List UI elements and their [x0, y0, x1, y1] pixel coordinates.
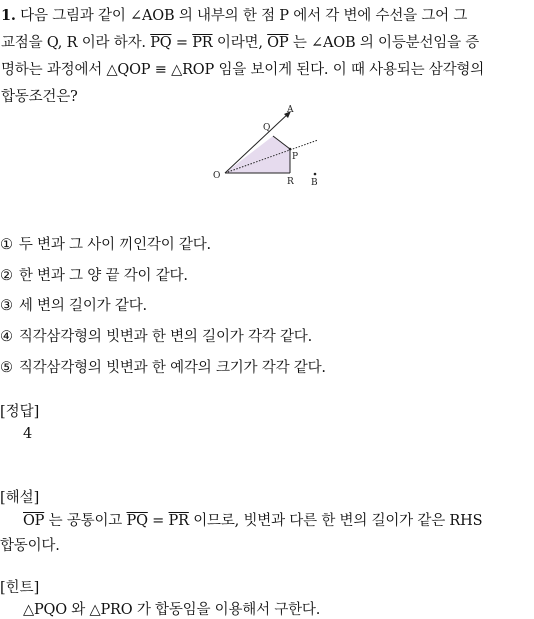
choice-4-text: 직각삼각형의 빗변과 한 변의 길이가 각각 같다.	[18, 329, 313, 345]
choice-4-mark: ④	[0, 329, 13, 345]
question-line-3: 명하는 과정에서 △QOP ≡ △ROP 임을 보이게 된다. 이 때 사용되는 삼각형의	[1, 62, 485, 78]
choice-2[interactable]	[0, 264, 188, 285]
choice-1-text: 두 변과 그 사이 끼인각이 같다.	[18, 237, 211, 253]
angle-bisector-figure	[200, 95, 340, 200]
segment-op: $\overline{OP}$	[267, 35, 289, 51]
choice-4[interactable]	[0, 325, 312, 346]
label-b: B	[311, 178, 318, 188]
label-r: R	[287, 177, 294, 187]
question-line-1	[1, 4, 467, 25]
choice-3-text: 세 변의 길이가 같다.	[18, 298, 147, 314]
hint-text: △PQO 와 △PRO 가 합동임을 이용해서 구한다.	[23, 602, 321, 618]
label-p: P	[292, 152, 299, 162]
explanation-line-1: $\overline{OP}$ 는 공통이고 $\overline{PQ} = \overline{PR}$ 이므로, 빗변과 다른 한 변의 길이가 같은 RHS	[23, 513, 483, 529]
segment-pr: $\overline{PR}$	[192, 35, 213, 51]
point-b	[314, 173, 317, 176]
question-line-4: 합동조건은?	[1, 89, 78, 105]
choice-5[interactable]	[0, 356, 326, 377]
question-number: 1.	[1, 7, 16, 24]
choice-5-mark: ⑤	[0, 360, 13, 376]
choice-3-mark: ③	[0, 298, 13, 314]
choice-5-text: 직각삼각형의 빗변과 한 예각의 크기가 각각 같다.	[18, 360, 326, 376]
explanation-line-2: 합동이다.	[0, 538, 60, 554]
question-text-1: 다음 그림과 같이 ∠AOB 의 내부의 한 점 P 에서 각 변에 수선을 그어 그	[20, 8, 468, 24]
choice-3[interactable]	[0, 294, 147, 315]
hint-label: [힌트]	[0, 580, 40, 596]
choice-2-text: 한 변과 그 양 끝 각이 같다.	[18, 268, 188, 284]
label-a: A	[287, 105, 294, 115]
choice-1[interactable]	[0, 233, 211, 254]
choice-2-mark: ②	[0, 268, 13, 284]
segment-pq: $\overline{PQ}$	[150, 35, 172, 51]
label-q: Q	[263, 123, 271, 133]
question-line-2: 교점을 Q, R 이라 하자. $\overline{PQ} = \overline{PR}$ 이라면, $\overline{OP}$ 는 ∠AOB 의 이등분선임을 증	[1, 35, 480, 51]
label-o: O	[213, 171, 221, 181]
point-p	[289, 148, 292, 151]
choice-1-mark: ①	[0, 237, 13, 253]
explanation-label: [해설]	[0, 490, 40, 506]
answer-value: 4	[23, 426, 33, 442]
answer-label: [정답]	[0, 404, 40, 420]
